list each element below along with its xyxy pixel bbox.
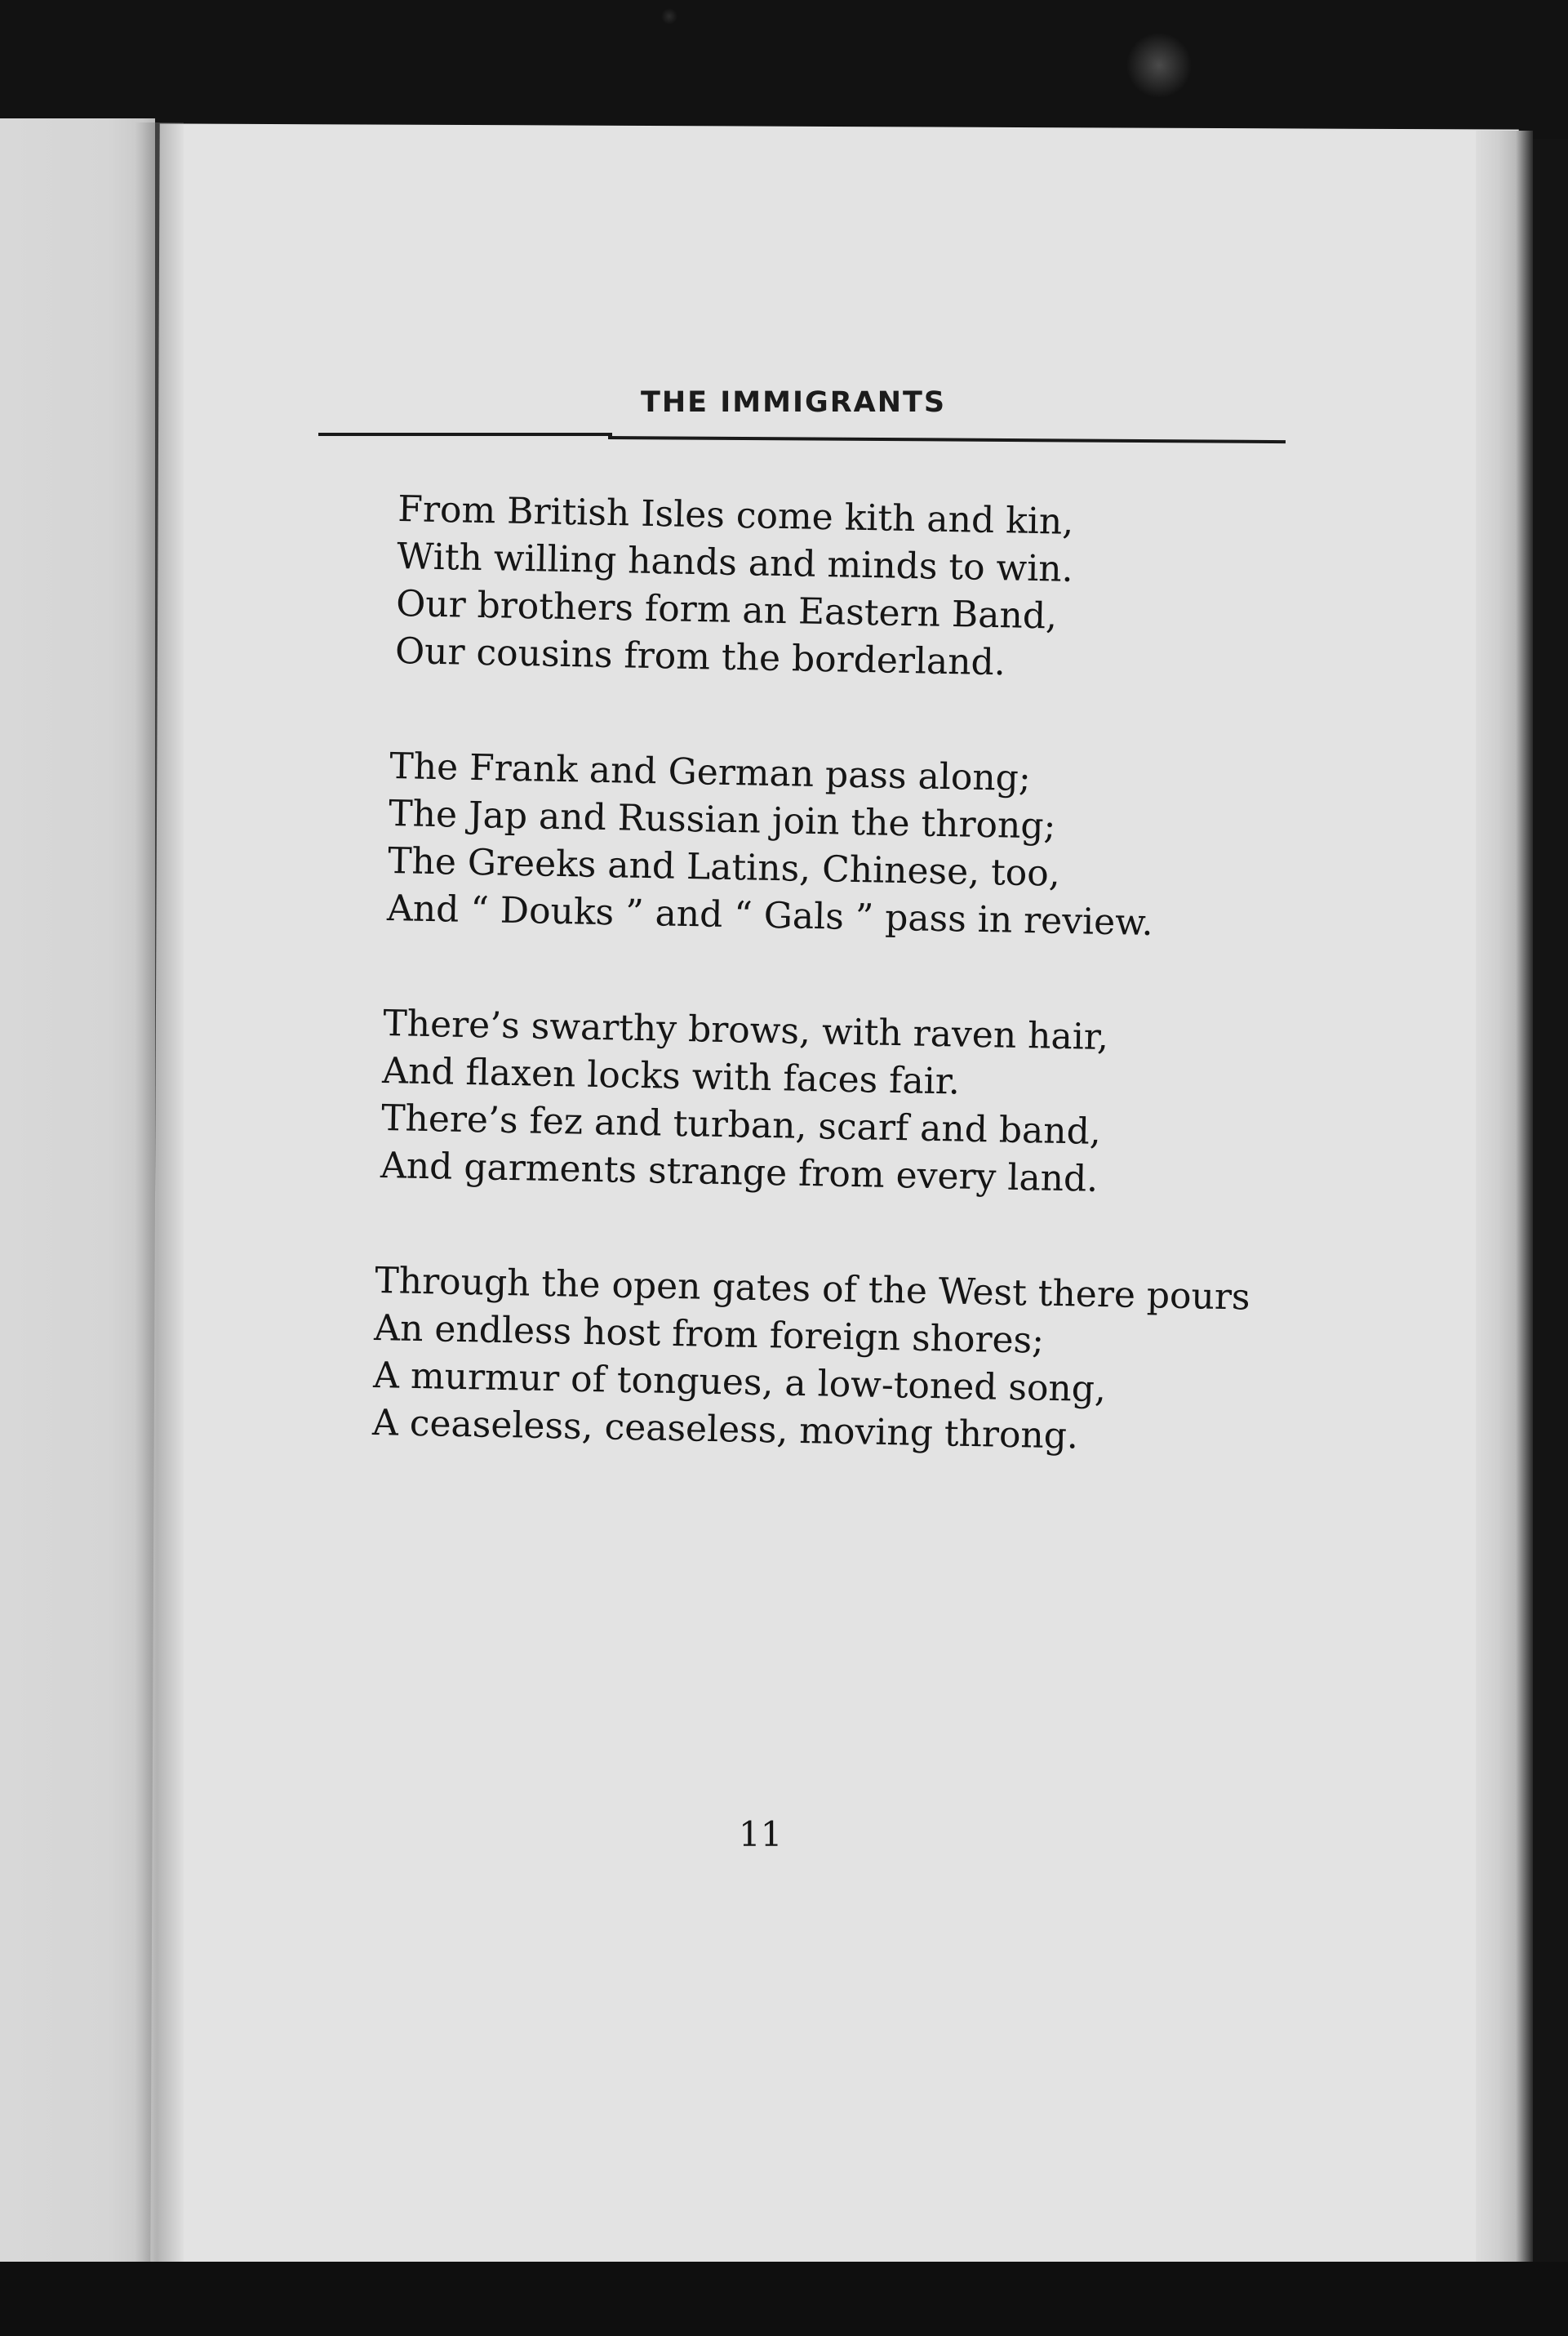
header-rule-left [318, 433, 612, 436]
poem-line: A ceaseless, ceaseless, moving throng. [371, 1401, 1079, 1457]
facing-page-edge [0, 118, 155, 2274]
poem-line: From British Isles come kith and kin, [397, 487, 1074, 543]
poem-line: Through the open gates of the West there pours [374, 1259, 1250, 1319]
book-gutter [135, 122, 184, 2270]
poem-line: A murmur of tongues, a low-toned song, [372, 1354, 1107, 1411]
stanza [395, 486, 1075, 688]
page-number: 11 [739, 1814, 783, 1854]
page-edge-right [1476, 131, 1533, 2262]
scan-border-top [0, 0, 1568, 139]
poem-line: There’s swarthy brows, with raven hair, [382, 1002, 1109, 1059]
poem-line: And garments strange from every land. [380, 1144, 1099, 1200]
poem-line: The Jap and Russian join the throng; [388, 792, 1056, 848]
poem-line: Our cousins from the borderland. [394, 630, 1006, 684]
poem-line: With willing hands and minds to win. [396, 535, 1074, 590]
poem-line: And “ Douks ” and “ Gals ” pass in review. [386, 887, 1154, 944]
poem-line: Our brothers form an Eastern Band, [395, 582, 1058, 638]
stanza [372, 1257, 1251, 1464]
stanza [387, 743, 1157, 947]
poem-line: The Frank and German pass along; [389, 745, 1032, 800]
stanza [380, 1000, 1109, 1204]
scan-border-bottom [0, 2262, 1568, 2336]
poem-line: And flaxen locks with faces fair. [381, 1049, 961, 1103]
poem-line: The Greeks and Latins, Chinese, too, [387, 839, 1061, 895]
poem-line: There’s fez and turban, scarf and band, [380, 1097, 1102, 1153]
poem-line: An endless host from foreign shores; [373, 1306, 1045, 1362]
running-title: THE IMMIGRANTS [641, 386, 947, 419]
